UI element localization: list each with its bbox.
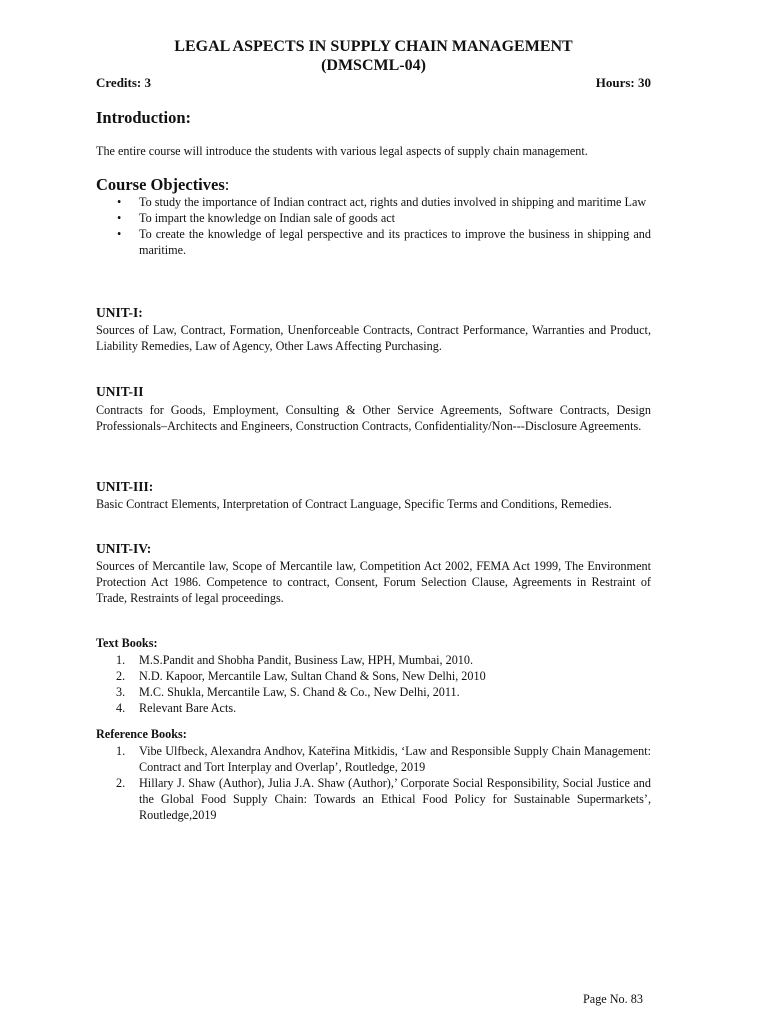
- course-title: [96, 37, 651, 75]
- text-book-item: [96, 652, 651, 668]
- bullet: •: [117, 195, 122, 209]
- page-number: Page No. 83: [583, 992, 643, 1006]
- credits: Credits: 3: [96, 75, 152, 90]
- item-number: 4.: [116, 701, 126, 715]
- text-book-item: [96, 700, 651, 716]
- introduction-text: The entire course will introduce the students with various legal aspects of supply chain management.: [96, 144, 588, 158]
- reference-book-item: [96, 743, 651, 775]
- unit-3-heading: UNIT-III:: [96, 479, 154, 494]
- unit-2-text: Contracts for Goods, Employment, Consulting & Other Service Agreements, Software Contracts, Design Professionals–Architects and Engineers, Construction Contracts, Confidentiality/Non---Disclosure Agreements.: [96, 403, 651, 433]
- reference-books-heading: Reference Books:: [96, 727, 187, 741]
- unit-1-text: Sources of Law, Contract, Formation, Unenforceable Contracts, Contract Performance, Warranties and Product, Liability Remedies, Law of Agency, Other Laws Affecting Purchasing.: [96, 323, 651, 353]
- reference-book-text: Vibe Ulfbeck, Alexandra Andhov, Kateřina Mitkidis, ‘Law and Responsible Supply Chain Management: Contract and Tort Interplay and Overlap’, Routledge, 2019: [139, 744, 651, 774]
- objective-text: To create the knowledge of legal perspective and its practices to improve the business in shipping and maritime.: [139, 227, 651, 257]
- course-code: (DMSCML-04): [321, 57, 426, 74]
- unit-4-heading: UNIT-IV:: [96, 541, 152, 556]
- reference-books-list: [96, 743, 651, 823]
- introduction-heading: Introduction:: [96, 108, 192, 127]
- item-number: 2.: [116, 669, 126, 683]
- unit-4-text: Sources of Mercantile law, Scope of Mercantile law, Competition Act 2002, FEMA Act 1999, The Environment Protection Act 1986. Competence to contract, Consent, Forum Selection Clause, Agreements in Restraint of Trade, Restraints of legal proceedings.: [96, 559, 651, 605]
- reference-book-item: [96, 775, 651, 823]
- item-number: 3.: [116, 685, 126, 699]
- unit-3-text: Basic Contract Elements, Interpretation of Contract Language, Specific Terms and Conditions, Remedies.: [96, 497, 612, 511]
- text-books-list: [96, 652, 651, 716]
- course-title-line1: LEGAL ASPECTS IN SUPPLY CHAIN MANAGEMENT: [174, 38, 573, 55]
- objective-text: To impart the knowledge on Indian sale of goods act: [139, 211, 396, 225]
- text-book-text: M.C. Shukla, Mercantile Law, S. Chand & Co., New Delhi, 2011.: [139, 685, 460, 699]
- text-book-text: Relevant Bare Acts.: [139, 701, 237, 715]
- text-book-item: [96, 668, 651, 684]
- bullet: •: [117, 227, 122, 241]
- bullet: •: [117, 211, 122, 225]
- text-book-text: N.D. Kapoor, Mercantile Law, Sultan Chand & Sons, New Delhi, 2010: [139, 669, 486, 683]
- objective-item: [96, 210, 651, 226]
- text-book-text: M.S.Pandit and Shobha Pandit, Business Law, HPH, Mumbai, 2010.: [139, 653, 474, 667]
- text-book-item: [96, 684, 651, 700]
- text-books-heading: Text Books:: [96, 636, 158, 650]
- reference-book-text: Hillary J. Shaw (Author), Julia J.A. Shaw (Author),’ Corporate Social Responsibility, Social Justice and the Global Food Supply Chain: Towards an Ethical Food Policy for Sustainable Supermarkets’, Routledge,2019: [139, 776, 651, 822]
- objective-item: [96, 194, 651, 210]
- objectives-heading-label: Course Objectives: [96, 175, 225, 194]
- hours: Hours: 30: [595, 75, 651, 90]
- objectives-list: [96, 194, 651, 258]
- unit-2-heading: UNIT-II: [96, 384, 144, 399]
- item-number: 1.: [116, 653, 126, 667]
- unit-1-heading: UNIT-I:: [96, 305, 143, 320]
- item-number: 1.: [116, 744, 126, 758]
- objective-item: [96, 226, 651, 258]
- item-number: 2.: [116, 776, 126, 790]
- objectives-heading: [96, 175, 229, 195]
- objectives-heading-colon: :: [224, 175, 230, 194]
- objective-text: To study the importance of Indian contract act, rights and duties involved in shipping and maritime Law: [139, 195, 647, 209]
